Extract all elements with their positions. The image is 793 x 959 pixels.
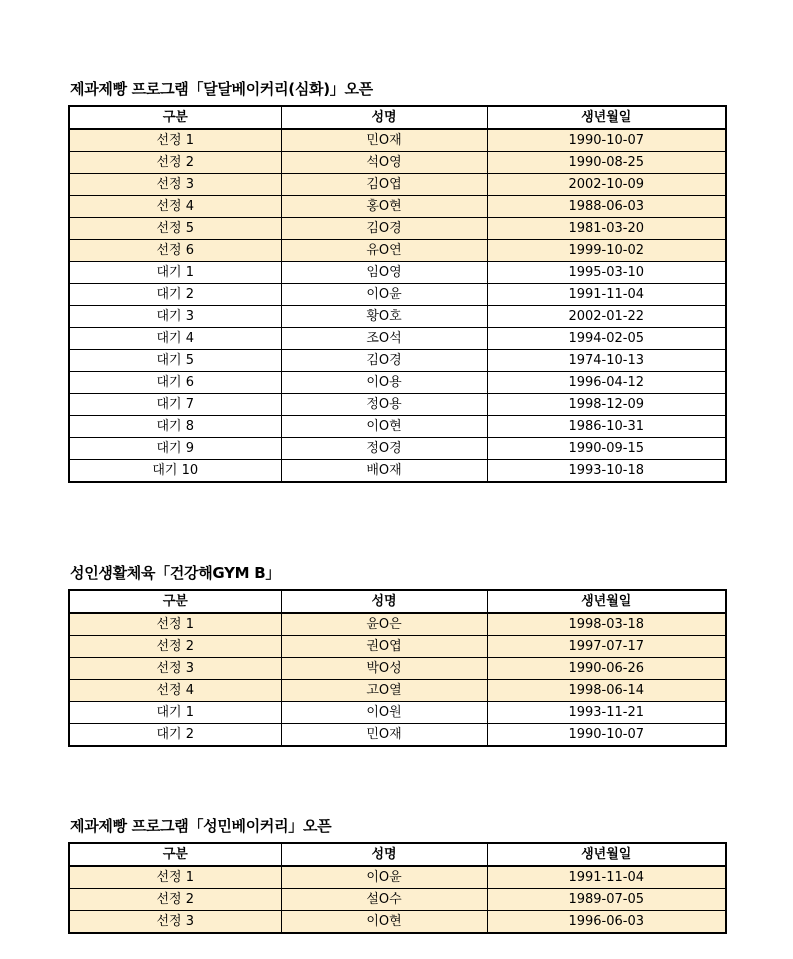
section-title: 성인생활체육「건강해GYM B」 (70, 564, 281, 582)
table-row (69, 658, 726, 680)
row-category: 대기 2 (69, 724, 281, 747)
row-name: 이O윤 (281, 284, 487, 306)
header-name: 성명 (281, 843, 487, 866)
row-name: 임O영 (281, 262, 487, 284)
row-category: 선정 2 (69, 889, 281, 911)
section-baking-seongmin (68, 816, 725, 934)
row-category: 대기 3 (69, 306, 281, 328)
table-row (69, 129, 726, 152)
row-category: 대기 5 (69, 350, 281, 372)
table-row (69, 460, 726, 483)
row-birthdate: 1991-11-04 (487, 866, 726, 889)
row-birthdate: 1986-10-31 (487, 416, 726, 438)
table-row (69, 636, 726, 658)
row-birthdate: 1998-06-14 (487, 680, 726, 702)
row-birthdate: 1989-07-05 (487, 889, 726, 911)
table-row (69, 702, 726, 724)
row-birthdate: 1997-07-17 (487, 636, 726, 658)
row-birthdate: 1993-11-21 (487, 702, 726, 724)
header-birthdate: 생년월일 (487, 590, 726, 613)
row-category: 선정 6 (69, 240, 281, 262)
row-category: 선정 3 (69, 174, 281, 196)
row-category: 선정 4 (69, 680, 281, 702)
row-birthdate: 1994-02-05 (487, 328, 726, 350)
row-category: 대기 6 (69, 372, 281, 394)
row-name: 정O용 (281, 394, 487, 416)
row-birthdate: 1991-11-04 (487, 284, 726, 306)
row-name: 이O현 (281, 416, 487, 438)
row-name: 민O재 (281, 724, 487, 747)
row-category: 대기 2 (69, 284, 281, 306)
row-birthdate: 1974-10-13 (487, 350, 726, 372)
row-name: 이O윤 (281, 866, 487, 889)
row-name: 이O현 (281, 911, 487, 934)
row-name: 정O경 (281, 438, 487, 460)
row-birthdate: 1988-06-03 (487, 196, 726, 218)
table-row (69, 284, 726, 306)
row-name: 윤O은 (281, 613, 487, 636)
row-name: 설O수 (281, 889, 487, 911)
row-category: 선정 2 (69, 636, 281, 658)
applicant-table (68, 589, 727, 747)
row-birthdate: 1998-03-18 (487, 613, 726, 636)
row-name: 홍O현 (281, 196, 487, 218)
row-birthdate: 1998-12-09 (487, 394, 726, 416)
row-birthdate: 1996-04-12 (487, 372, 726, 394)
row-category: 선정 4 (69, 196, 281, 218)
row-category: 선정 1 (69, 866, 281, 889)
row-birthdate: 1981-03-20 (487, 218, 726, 240)
row-category: 대기 7 (69, 394, 281, 416)
row-category: 대기 1 (69, 702, 281, 724)
table-row (69, 328, 726, 350)
row-birthdate: 1995-03-10 (487, 262, 726, 284)
table-header-row (69, 106, 726, 129)
table-row (69, 262, 726, 284)
header-category: 구분 (69, 590, 281, 613)
header-name: 성명 (281, 106, 487, 129)
row-name: 김O경 (281, 218, 487, 240)
header-name: 성명 (281, 590, 487, 613)
row-category: 선정 5 (69, 218, 281, 240)
row-birthdate: 1990-09-15 (487, 438, 726, 460)
row-name: 이O용 (281, 372, 487, 394)
table-row (69, 218, 726, 240)
table-row (69, 306, 726, 328)
table-row (69, 394, 726, 416)
row-name: 김O경 (281, 350, 487, 372)
table-body (69, 129, 726, 482)
row-name: 유O연 (281, 240, 487, 262)
row-category: 대기 9 (69, 438, 281, 460)
section-title: 제과제빵 프로그램「달달베이커리(심화)」오픈 (70, 80, 373, 98)
row-name: 이O원 (281, 702, 487, 724)
table-row (69, 350, 726, 372)
row-name: 박O성 (281, 658, 487, 680)
section-title: 제과제빵 프로그램「성민베이커리」오픈 (70, 817, 332, 835)
row-birthdate: 1999-10-02 (487, 240, 726, 262)
header-birthdate: 생년월일 (487, 106, 726, 129)
row-birthdate: 1996-06-03 (487, 911, 726, 934)
row-name: 조O석 (281, 328, 487, 350)
row-birthdate: 1990-08-25 (487, 152, 726, 174)
row-birthdate: 1990-10-07 (487, 129, 726, 152)
section-baking-advanced (68, 79, 725, 483)
row-category: 대기 1 (69, 262, 281, 284)
row-category: 선정 3 (69, 911, 281, 934)
table-row (69, 866, 726, 889)
row-name: 민O재 (281, 129, 487, 152)
row-name: 배O재 (281, 460, 487, 483)
row-birthdate: 2002-01-22 (487, 306, 726, 328)
row-name: 고O열 (281, 680, 487, 702)
row-category: 대기 8 (69, 416, 281, 438)
row-name: 석O영 (281, 152, 487, 174)
row-category: 선정 3 (69, 658, 281, 680)
row-birthdate: 1993-10-18 (487, 460, 726, 483)
row-category: 선정 2 (69, 152, 281, 174)
row-category: 대기 4 (69, 328, 281, 350)
table-row (69, 680, 726, 702)
row-name: 김O엽 (281, 174, 487, 196)
table-row (69, 889, 726, 911)
table-row (69, 911, 726, 934)
table-body (69, 866, 726, 933)
row-birthdate: 2002-10-09 (487, 174, 726, 196)
header-category: 구분 (69, 106, 281, 129)
header-category: 구분 (69, 843, 281, 866)
row-name: 권O엽 (281, 636, 487, 658)
row-name: 황O호 (281, 306, 487, 328)
applicant-table (68, 842, 727, 934)
table-header-row (69, 843, 726, 866)
table-row (69, 240, 726, 262)
header-birthdate: 생년월일 (487, 843, 726, 866)
row-category: 선정 1 (69, 129, 281, 152)
table-header-row (69, 590, 726, 613)
table-row (69, 613, 726, 636)
table-row (69, 174, 726, 196)
table-row (69, 416, 726, 438)
table-row (69, 152, 726, 174)
table-row (69, 438, 726, 460)
row-birthdate: 1990-06-26 (487, 658, 726, 680)
row-category: 선정 1 (69, 613, 281, 636)
section-fitness-gym (68, 563, 725, 747)
applicant-table (68, 105, 727, 483)
table-body (69, 613, 726, 746)
row-category: 대기 10 (69, 460, 281, 483)
table-row (69, 372, 726, 394)
table-row (69, 196, 726, 218)
row-birthdate: 1990-10-07 (487, 724, 726, 747)
table-row (69, 724, 726, 747)
